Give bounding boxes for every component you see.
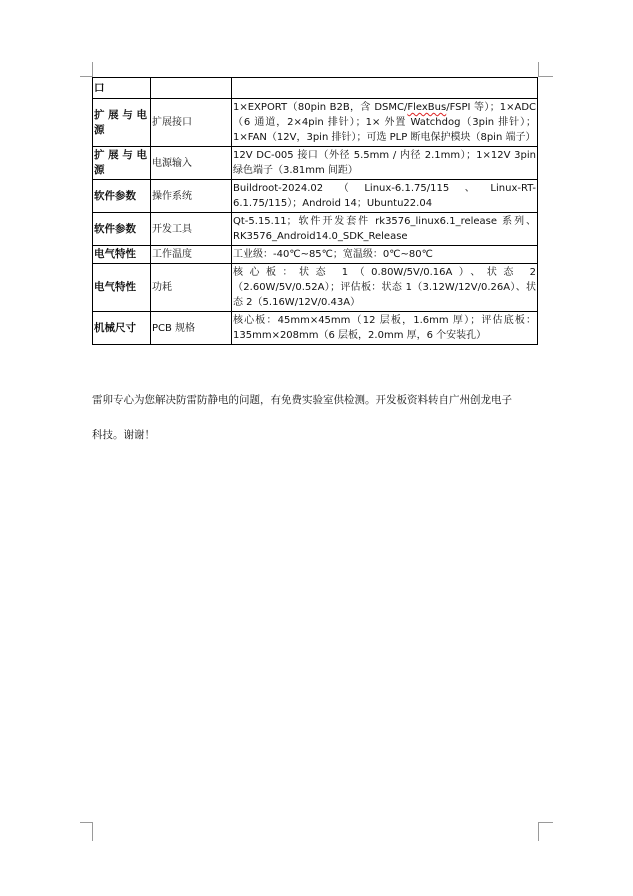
desc-cell: 工业级：-40℃~85℃；宽温级：0℃~80℃ xyxy=(232,246,538,264)
item-cell: 电源输入 xyxy=(151,147,232,180)
category-cell: 软件参数 xyxy=(93,180,151,213)
crop-mark-top-left xyxy=(80,62,93,77)
crop-mark-top-right xyxy=(538,62,553,77)
table-row xyxy=(93,147,538,180)
desc-cell: 核心板：状态 1（0.80W/5V/0.16A）、状态 2（2.60W/5V/0.52A）；评估板：状态 1（3.12W/12V/0.26A）、状态 2（5.16W/12V/0.43A） xyxy=(232,264,538,312)
item-cell xyxy=(151,78,232,99)
table-row xyxy=(93,213,538,246)
table-row xyxy=(93,246,538,264)
category-cell: 电气特性 xyxy=(93,264,151,312)
table-row xyxy=(93,78,538,99)
spellcheck-word: FlexBus xyxy=(407,102,447,113)
category-cell: 扩 展 与 电 源 xyxy=(93,99,151,147)
body-paragraph-line-2: 科技。谢谢！ xyxy=(92,429,155,441)
item-cell: 开发工具 xyxy=(151,213,232,246)
desc-cell xyxy=(232,99,538,147)
item-cell: 操作系统 xyxy=(151,180,232,213)
item-cell: PCB 规格 xyxy=(151,312,232,345)
crop-mark-bottom-right xyxy=(538,822,553,841)
item-cell: 扩展接口 xyxy=(151,99,232,147)
item-cell: 工作温度 xyxy=(151,246,232,264)
desc-cell xyxy=(232,78,538,99)
crop-mark-bottom-left xyxy=(80,822,93,841)
item-cell: 功耗 xyxy=(151,264,232,312)
desc-cell: 12V DC-005 接口（外径 5.5mm / 内径 2.1mm）；1×12V 3pin 绿色端子（3.81mm 间距） xyxy=(232,147,538,180)
table-row xyxy=(93,264,538,312)
table-row xyxy=(93,180,538,213)
category-cell: 机械尺寸 xyxy=(93,312,151,345)
category-cell: 软件参数 xyxy=(93,213,151,246)
table-row xyxy=(93,99,538,147)
table-row xyxy=(93,312,538,345)
body-paragraph-line-1: 雷卯专心为您解决防雷防静电的问题，有免费实验室供检测。开发板资料转自广州创龙电子 xyxy=(92,394,512,406)
category-cell: 扩 展 与 电 源 xyxy=(93,147,151,180)
desc-cell: 核心板：45mm×45mm（12 层板，1.6mm 厚）；评估底板：135mm×208mm（6 层板，2.0mm 厚，6 个安装孔） xyxy=(232,312,538,345)
desc-text: 1×EXPORT（80pin B2B，含 DSMC/ xyxy=(233,102,408,113)
category-cell: 电气特性 xyxy=(93,246,151,264)
desc-cell: Qt-5.15.11；软件开发套件 rk3576_linux6.1_release 系列、RK3576_Android14.0_SDK_Release xyxy=(232,213,538,246)
desc-text: /FSPI 等）；1×ADC（6 通道，2×4pin 排针）；1× 外置 Watchdog（3pin 排针）；1×FAN（12V，3pin 排针）；可选 PLP 断电保护模块（8pin 端子） xyxy=(233,102,537,143)
desc-cell: Buildroot-2024.02（Linux-6.1.75/115、Linux-RT-6.1.75/115）；Android 14；Ubuntu22.04 xyxy=(232,180,538,213)
category-cell: 口 xyxy=(93,78,151,99)
spec-table xyxy=(92,77,538,345)
